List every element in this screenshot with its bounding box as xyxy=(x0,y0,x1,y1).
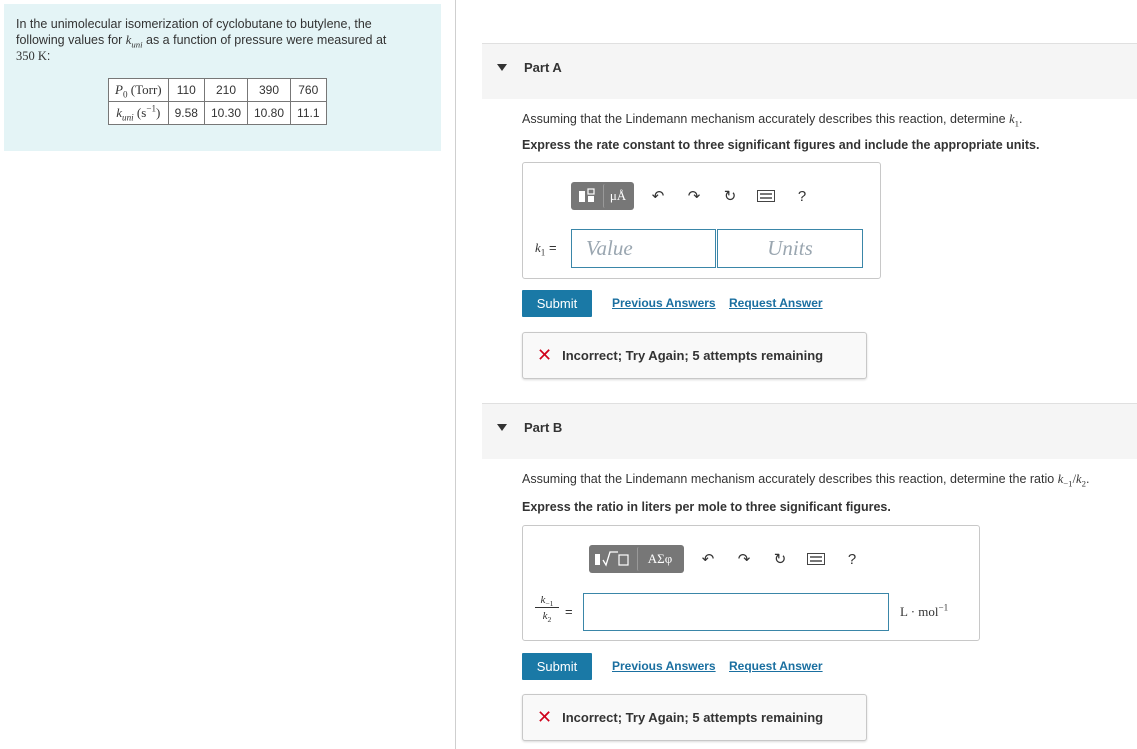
fraction-denominator xyxy=(535,608,559,625)
k-symbol: k xyxy=(540,594,546,606)
temperature: 350 K xyxy=(16,49,47,63)
keyboard-shape xyxy=(757,190,775,202)
table-cell: 11.1 xyxy=(291,102,326,125)
part-a-toolbar xyxy=(571,182,814,210)
template-group xyxy=(571,182,634,210)
incorrect-icon: ✕ xyxy=(537,345,553,365)
collapse-triangle-icon[interactable] xyxy=(497,64,507,71)
part-a-feedback xyxy=(522,332,867,379)
value-input[interactable] xyxy=(571,229,716,268)
equals-sign: = xyxy=(565,604,573,619)
k-subscript: −1 xyxy=(545,599,554,609)
part-b-answer-box xyxy=(522,525,980,641)
slash: / xyxy=(1072,472,1077,486)
templates-button[interactable] xyxy=(591,547,635,571)
k-subscript: 1 xyxy=(540,247,546,258)
keyboard-shape xyxy=(807,553,825,565)
part-a-submit-button[interactable]: Submit xyxy=(522,290,592,317)
reset-icon[interactable]: ↻ xyxy=(723,188,737,205)
incorrect-icon: ✕ xyxy=(537,707,553,727)
greek-letters-button[interactable]: ΑΣφ xyxy=(637,547,682,571)
k-symbol: k xyxy=(125,33,132,47)
problem-line-1: In the unimolecular isomerization of cyclobutane to butylene, the xyxy=(16,17,372,31)
p-subscript: 0 xyxy=(122,89,128,100)
part-b-feedback xyxy=(522,694,867,741)
part-b-previous-answers-link[interactable]: Previous Answers xyxy=(612,659,716,673)
part-b-title: Part B xyxy=(524,420,563,435)
part-b-toolbar xyxy=(589,545,864,573)
problem-statement xyxy=(16,16,431,64)
table-cell: 9.58 xyxy=(168,102,204,125)
ratio-input[interactable] xyxy=(583,593,889,631)
k-subscript: 1 xyxy=(1014,118,1019,129)
row-header-pressure xyxy=(109,79,169,102)
part-b-header[interactable] xyxy=(482,403,1137,459)
fraction-numerator xyxy=(535,594,559,608)
part-a-answer-box xyxy=(522,162,881,279)
k-unit: (s xyxy=(133,105,147,120)
k-symbol: k xyxy=(535,240,541,255)
problem-text-segment: as a function of pressure were measured at xyxy=(142,33,387,47)
colon: : xyxy=(46,49,51,63)
feedback-message: Incorrect; Try Again; 5 attempts remaining xyxy=(562,348,824,363)
table-row xyxy=(109,79,327,102)
question-text: Assuming that the Lindemann mechanism accurately describes this reaction, determine the ratio xyxy=(522,472,1058,486)
undo-icon[interactable]: ↶ xyxy=(651,188,665,205)
help-icon[interactable]: ? xyxy=(847,550,857,568)
problem-line-2 xyxy=(16,32,431,48)
units-placeholder: Units xyxy=(767,236,813,260)
reset-icon[interactable]: ↻ xyxy=(773,551,787,568)
table-cell: 10.30 xyxy=(204,102,247,125)
k-subscript: −1 xyxy=(1063,478,1073,489)
templates-button[interactable] xyxy=(573,184,601,208)
k-subscript: uni xyxy=(122,112,134,123)
table-cell: 210 xyxy=(204,79,247,102)
k-symbol: k xyxy=(116,105,123,120)
part-b-instruction: Express the ratio in liters per mole to three significant figures. xyxy=(522,500,891,514)
k-unit-close: ) xyxy=(156,105,161,120)
table-cell: 760 xyxy=(291,79,326,102)
p-symbol: P xyxy=(115,82,123,97)
k1-label xyxy=(535,240,557,256)
k-symbol: k xyxy=(1009,112,1015,126)
keyboard-icon[interactable] xyxy=(804,547,828,571)
unit-label xyxy=(900,604,948,620)
undo-icon[interactable]: ↶ xyxy=(701,551,715,568)
table-cell: 390 xyxy=(248,79,291,102)
part-a-title: Part A xyxy=(524,60,562,75)
templates-icon xyxy=(578,188,596,204)
units-button[interactable]: μÅ xyxy=(603,184,632,208)
ratio-fraction-label xyxy=(535,594,559,625)
k-symbol: k xyxy=(1076,472,1082,486)
k-subscript: 2 xyxy=(1081,478,1086,489)
question-text: Assuming that the Lindemann mechanism accurately describes this reaction, determine xyxy=(522,112,1010,126)
part-a-question xyxy=(522,112,1022,127)
k-unit-exponent: −1 xyxy=(146,103,156,114)
panel-divider xyxy=(455,0,456,749)
k-symbol: k xyxy=(1057,472,1064,486)
part-a-previous-answers-link[interactable]: Previous Answers xyxy=(612,296,716,310)
k-symbol: k xyxy=(542,610,548,622)
equals-sign: = xyxy=(545,240,557,255)
unit-exponent: −1 xyxy=(938,602,949,613)
templates-radical-icon xyxy=(594,550,632,568)
problem-text-segment: following values for xyxy=(16,33,126,47)
redo-icon[interactable]: ↷ xyxy=(737,551,751,568)
part-a-instruction: Express the rate constant to three significant figures and include the appropriate units. xyxy=(522,138,1040,152)
part-a-request-answer-link[interactable]: Request Answer xyxy=(729,296,823,310)
redo-icon[interactable]: ↷ xyxy=(687,188,701,205)
k-subscript: uni xyxy=(131,39,143,50)
pressure-unit: (Torr) xyxy=(127,82,162,97)
k-subscript: 2 xyxy=(547,615,552,625)
keyboard-icon[interactable] xyxy=(754,184,778,208)
part-a-header[interactable] xyxy=(482,43,1137,99)
table-cell: 110 xyxy=(168,79,204,102)
problem-line-3 xyxy=(16,48,431,64)
question-period: . xyxy=(1085,472,1090,486)
question-period: . xyxy=(1019,112,1023,126)
row-header-kuni xyxy=(109,102,169,125)
part-b-question xyxy=(522,472,1089,487)
part-b-request-answer-link[interactable]: Request Answer xyxy=(729,659,823,673)
part-b-submit-button[interactable]: Submit xyxy=(522,653,592,680)
unit-text: L · mol xyxy=(900,604,939,619)
value-placeholder: Value xyxy=(586,236,633,260)
collapse-triangle-icon[interactable] xyxy=(497,424,507,431)
template-group xyxy=(589,545,684,573)
units-input[interactable] xyxy=(717,229,863,268)
pressure-data-table xyxy=(108,78,327,125)
table-cell: 10.80 xyxy=(248,102,291,125)
help-icon[interactable]: ? xyxy=(797,187,807,205)
table-row xyxy=(109,102,327,125)
feedback-message: Incorrect; Try Again; 5 attempts remaining xyxy=(562,710,824,725)
